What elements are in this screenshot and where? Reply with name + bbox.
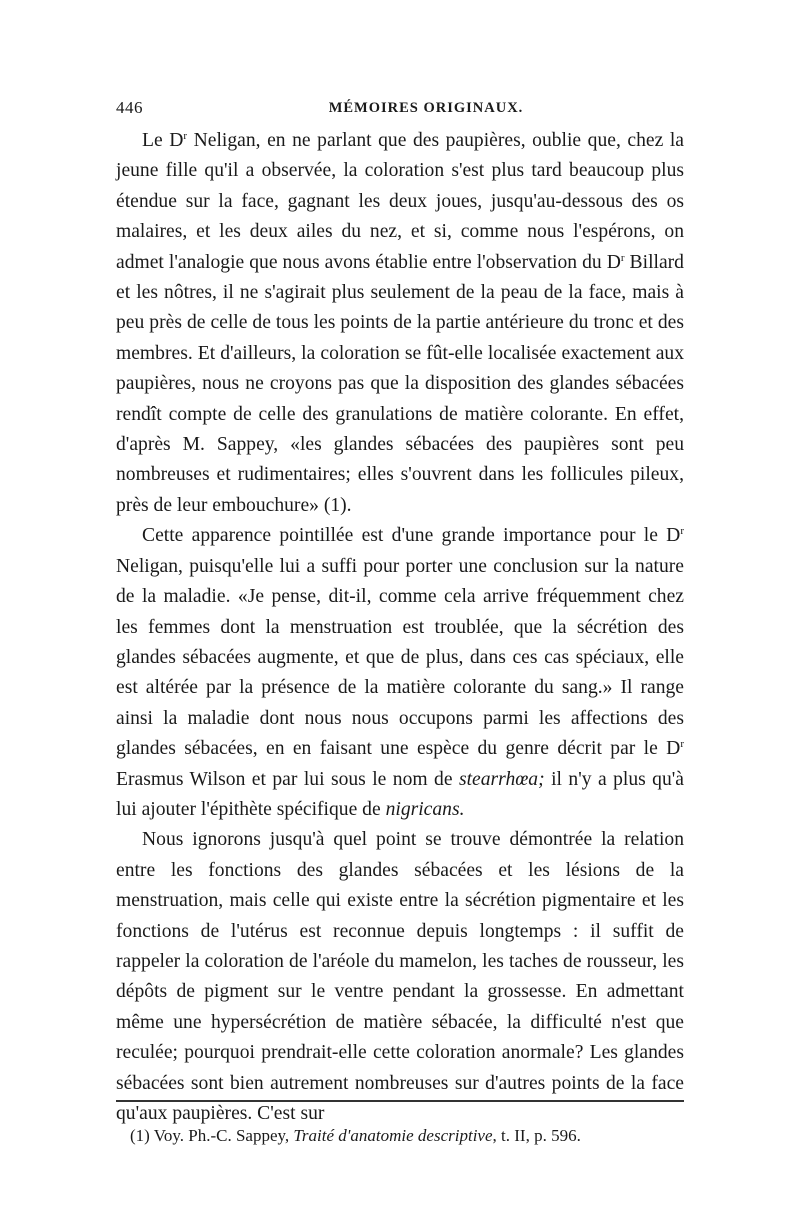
italic-term: stearrhœa; [458, 768, 545, 790]
section-title: MÉMOIRES ORIGINAUX. [328, 100, 524, 116]
paragraph-text: Billard et les nôtres, il ne s'agirait plus seulement de la peau de la face, mais à peu près de celle de tous les points de la partie antérieure du tronc et des membres. Et d'ailleurs, la coloration se fût-elle localisée exactement aux paupières, nous ne croyons pas que la disposition des glandes sébacées rendît compte de celle des granulations de matière colorante. En effet, d'après M. Sappey, «les glandes sébacées des paupières sont peu nombreuses et rudimentaires; elles s'ouvrent dans les follicules pileux, près de leur embouchure» (1). [116, 251, 684, 516]
paragraph-3 [116, 825, 684, 1129]
paragraph-text: Le D [142, 130, 184, 151]
italic-term: nigricans. [385, 798, 465, 820]
paragraph-text: Nous ignorons jusqu'à quel point se trouve démontrée la relation entre les fonctions des glandes sébacées et les lésions de la menstruation, mais celle qui existe entre la sécrétion pigmentaire et les fonctions de l'utérus est reconnue depuis longtemps : il suffit de rappeler la coloration de l'aréole du mamelon, les taches de rousseur, les dépôts de pigment sur le ventre pendant la grossesse. En admettant même une hypersécrétion de matière sébacée, la difficulté n'est que reculée; pourquoi prendrait-elle cette coloration anormale? Les glandes sébacées sont bien autrement nombreuses sur d'autres points de la face qu'aux paupières. C'est sur [116, 829, 684, 1124]
running-head [116, 98, 696, 124]
body-text [116, 126, 684, 1129]
footnote-rule [116, 1100, 684, 1102]
superscript: r [680, 525, 684, 538]
footnote-text: , t. II, p. 596. [492, 1126, 581, 1145]
paragraph-1 [116, 126, 684, 521]
superscript: r [183, 130, 188, 142]
footnote-book-title: Traité d'anatomie descriptive [293, 1126, 493, 1145]
footnote [130, 1125, 690, 1147]
superscript: r [620, 251, 625, 264]
paragraph-text: Erasmus Wilson et par lui sous le nom de [116, 768, 459, 790]
paragraph-text: Neligan, en ne parlant que des paupières, oublie que, chez la jeune fille qu'il a observée, la coloration s'est plus tard beaucoup plus étendue sur la face, gagnant les deux joues, jusqu'au-dessous des os malaires, et les deux ailes du nez, et si, comme nous l'espérons, on admet l'analogie que nous avons établie entre l'observation du D [116, 130, 685, 273]
paragraph-text: Cette apparence pointillée est d'une grande importance pour le D [142, 525, 681, 547]
footnote-text: (1) Voy. Ph.-C. Sappey, [130, 1126, 294, 1145]
paragraph-2 [116, 521, 684, 825]
paragraph-text: il n'y a plus qu'à lui ajouter l'épithète spécifique de [116, 768, 684, 820]
page-number: 446 [116, 98, 143, 117]
paragraph-text: Neligan, puisqu'elle lui a suffi pour porter une conclusion sur la nature de la maladie. «Je pense, dit-il, comme cela arrive fréquemment chez les femmes dont la menstruation est troublée, que la sécrétion des glandes sébacées augmente, et que de plus, dans ces cas spéciaux, elle est altérée par la présence de la matière colorante du sang.» Il range ainsi la maladie dont nous nous occupons parmi les affections des glandes sébacées, en en faisant une espèce du genre décrit par le D [116, 555, 684, 760]
superscript: r [680, 738, 684, 751]
